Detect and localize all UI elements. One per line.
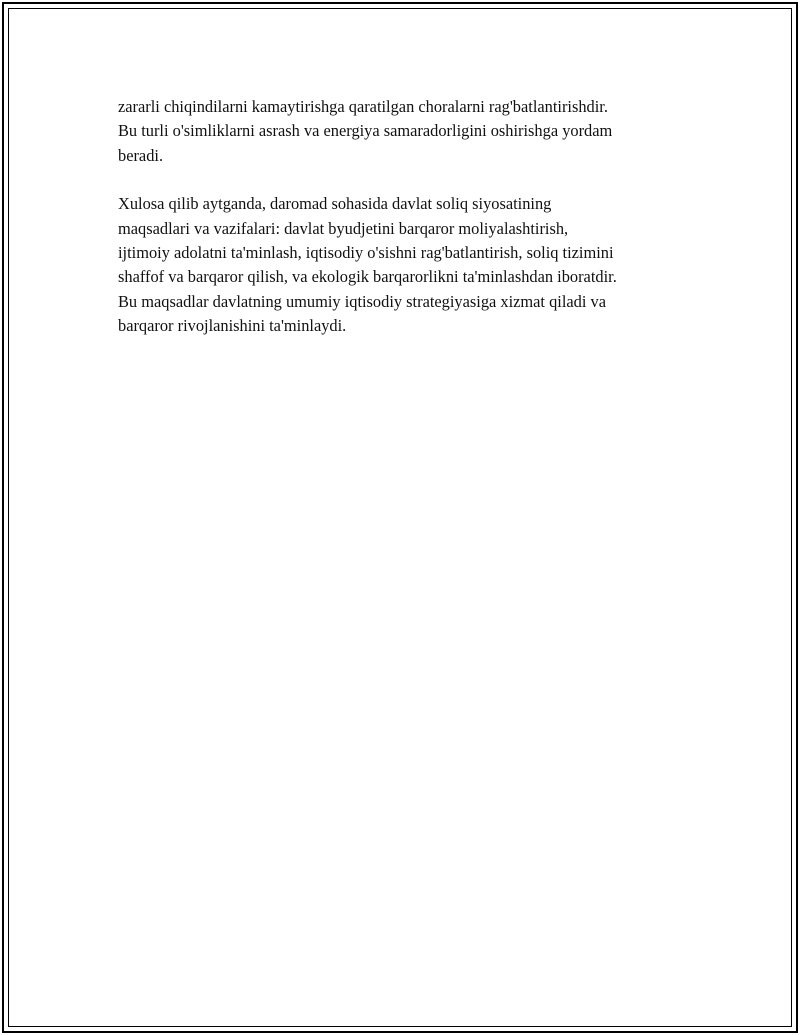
text-line: shaffof va barqaror qilish, va ekologik barqarorlikni ta'minlashdan iboratdir.	[118, 267, 617, 287]
text-line: beradi.	[118, 145, 164, 165]
text-line: ijtimoiy adolatni ta'minlash, iqtisodiy o'sishni rag'batlantirish, soliq tizimini	[118, 243, 614, 263]
text-line: barqaror rivojlanishini ta'minlaydi.	[118, 316, 347, 336]
document-body	[118, 95, 698, 339]
text-line: zararli chiqindilarni kamaytirishga qaratilgan choralarni rag'batlantirishdir.	[118, 97, 608, 116]
paragraph	[118, 95, 698, 168]
paragraph	[118, 192, 698, 338]
text-line: Xulosa qilib aytganda, daromad sohasida davlat soliq siyosatining	[118, 194, 552, 214]
text-line: Bu turli o'simliklarni asrash va energiya samaradorligini oshirishga yordam	[118, 121, 613, 141]
text-line: Bu maqsadlar davlatning umumiy iqtisodiy strategiyasiga xizmat qiladi va	[118, 291, 606, 311]
text-line: maqsadlari va vazifalari: davlat byudjetini barqaror moliyalashtirish,	[118, 218, 569, 238]
